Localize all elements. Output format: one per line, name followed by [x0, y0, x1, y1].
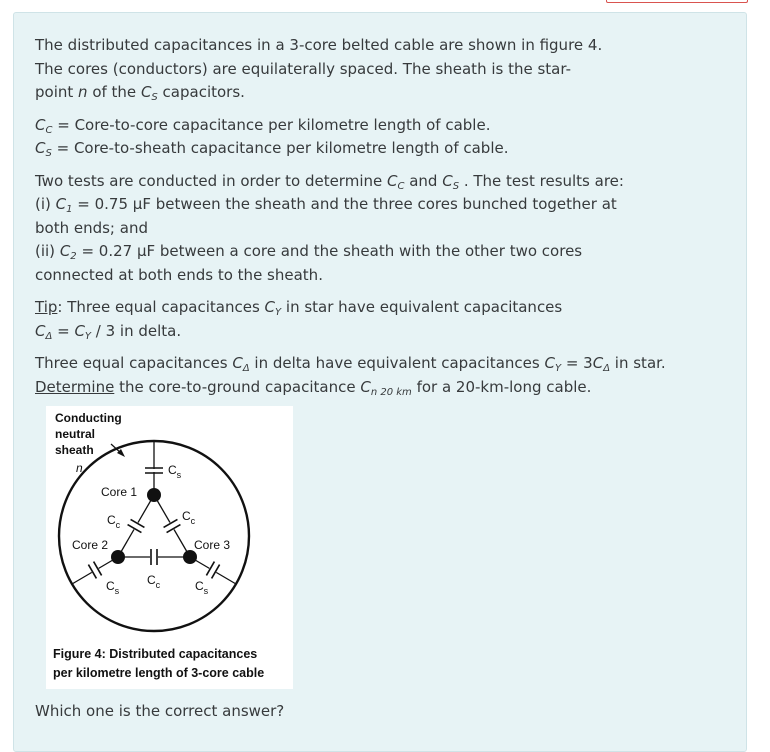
delta-text: Three equal capacitances	[35, 354, 233, 372]
delta-text: = 3	[561, 354, 593, 372]
cc-definition: = Core-to-core capacitance per kilometre length of cable.	[52, 115, 491, 134]
cy-symbol: C	[264, 298, 276, 316]
cs-symbol: C	[442, 171, 453, 190]
figure-4	[46, 406, 293, 689]
test-1-continuation: both ends; and	[35, 218, 148, 237]
cs-symbol: C	[35, 139, 46, 157]
definitions-paragraph	[35, 114, 675, 161]
cs-subscript: S	[452, 180, 460, 192]
core-1-dot	[147, 488, 161, 502]
delta-text: in delta have equivalent capacitances	[249, 354, 545, 372]
top-tab[interactable]	[606, 0, 748, 3]
cs-capacitor-gap	[150, 469, 158, 472]
tests-lead: . The test results are:	[459, 171, 624, 190]
cc-symbol: C	[35, 115, 46, 134]
tests-lead: and	[404, 171, 443, 190]
core-1-label: Core 1	[101, 485, 138, 499]
intro-text: point	[35, 83, 79, 101]
cc-subscript: C	[45, 124, 53, 136]
test-1-text: = 0.75 μF between the sheath and the three cores bunched together at	[72, 195, 617, 213]
cd-subscript: Δ	[45, 330, 53, 342]
cy-subscript: Y	[84, 330, 92, 342]
cd-symbol: C	[35, 321, 46, 340]
determine-label: Determine	[35, 377, 115, 396]
star-point-symbol: n	[78, 83, 88, 101]
test-2-text: = 0.27 μF between a core and the sheath with the other two cores	[76, 242, 583, 260]
test-1-prefix: (i)	[35, 195, 56, 213]
core-2-label: Core 2	[72, 538, 109, 552]
cs-subscript: S	[151, 92, 158, 103]
cy-subscript: Y	[275, 307, 282, 318]
cable-diagram	[46, 406, 293, 689]
c1-subscript: 1	[66, 204, 73, 215]
tip-text: : Three equal capacitances	[57, 298, 265, 316]
core-3-dot	[183, 550, 197, 564]
cn-subscript: n 20 km	[370, 386, 412, 398]
tip-text: in star have equivalent capacitances	[281, 298, 563, 316]
star-point-label: n	[76, 461, 83, 475]
tip-equation: =	[52, 321, 75, 340]
delta-text: in star.	[610, 354, 666, 372]
cc-label-left: $C_c$	[107, 513, 121, 530]
cc-label-bottom: $C_c$	[147, 573, 161, 590]
cs-definition: = Core-to-sheath capacitance per kilometre length of cable.	[51, 139, 509, 157]
tests-paragraph	[35, 170, 675, 288]
tip-paragraph	[35, 296, 675, 343]
core-3-label: Core 3	[194, 538, 231, 552]
intro-text: capacitors.	[157, 83, 245, 101]
tip-equation: / 3 in delta.	[91, 321, 182, 340]
cs-capacitor-core2	[88, 561, 103, 579]
intro-line-2: The cores (conductors) are equilaterally spaced. The sheath is the star-	[35, 59, 571, 78]
cn-symbol: C	[360, 377, 371, 396]
cs-subscript: S	[45, 148, 52, 159]
question-prompt: Which one is the correct answer?	[35, 702, 285, 720]
cs-label-core2: $C_s$	[106, 579, 120, 596]
cc-symbol: C	[387, 171, 398, 190]
sheath-label-line-2: neutral	[55, 427, 96, 441]
sheath-label-line-3: sheath	[55, 443, 94, 457]
figure-caption-line-1: Figure 4: Distributed capacitances	[53, 647, 258, 661]
c2-symbol: C	[59, 242, 71, 260]
sheath-label-line-1: Conducting	[55, 411, 122, 425]
delta-paragraph	[35, 352, 675, 399]
core-2-dot	[111, 550, 125, 564]
cy-symbol: C	[74, 321, 85, 340]
cs-label-top: $C_s$	[168, 463, 182, 480]
cy-subscript: Y	[554, 363, 562, 374]
determine-text: for a 20-km-long cable.	[411, 377, 592, 396]
intro-line-1: The distributed capacitances in a 3-core belted cable are shown in figure 4.	[35, 36, 603, 54]
cd-symbol: C	[232, 354, 243, 372]
cd-subscript: Δ	[242, 363, 250, 374]
determine-text: the core-to-ground capacitance	[114, 377, 361, 396]
cs-symbol: C	[140, 83, 152, 101]
cc-subscript: C	[397, 180, 405, 192]
intro-text: of the	[87, 83, 141, 101]
cc-capacitor-right	[163, 519, 181, 534]
cc-label-right: $C_c$	[182, 509, 196, 526]
cd-symbol: C	[592, 354, 604, 372]
test-2-continuation: connected at both ends to the sheath.	[35, 265, 323, 284]
problem-text	[35, 34, 675, 408]
c2-subscript: 2	[70, 251, 77, 262]
cs-label-core3: $C_s$	[195, 579, 209, 596]
tests-lead: Two tests are conducted in order to determine	[35, 171, 387, 190]
test-2-prefix: (ii)	[35, 242, 60, 260]
cd-subscript: Δ	[603, 363, 611, 374]
intro-paragraph	[35, 34, 675, 105]
figure-caption-line-2: per kilometre length of 3-core cable	[53, 666, 265, 680]
cy-symbol: C	[544, 354, 555, 372]
cc-capacitor-left	[127, 519, 145, 534]
cs-capacitor-core3	[206, 561, 221, 579]
tip-label: Tip	[35, 298, 58, 316]
c1-symbol: C	[55, 195, 67, 213]
